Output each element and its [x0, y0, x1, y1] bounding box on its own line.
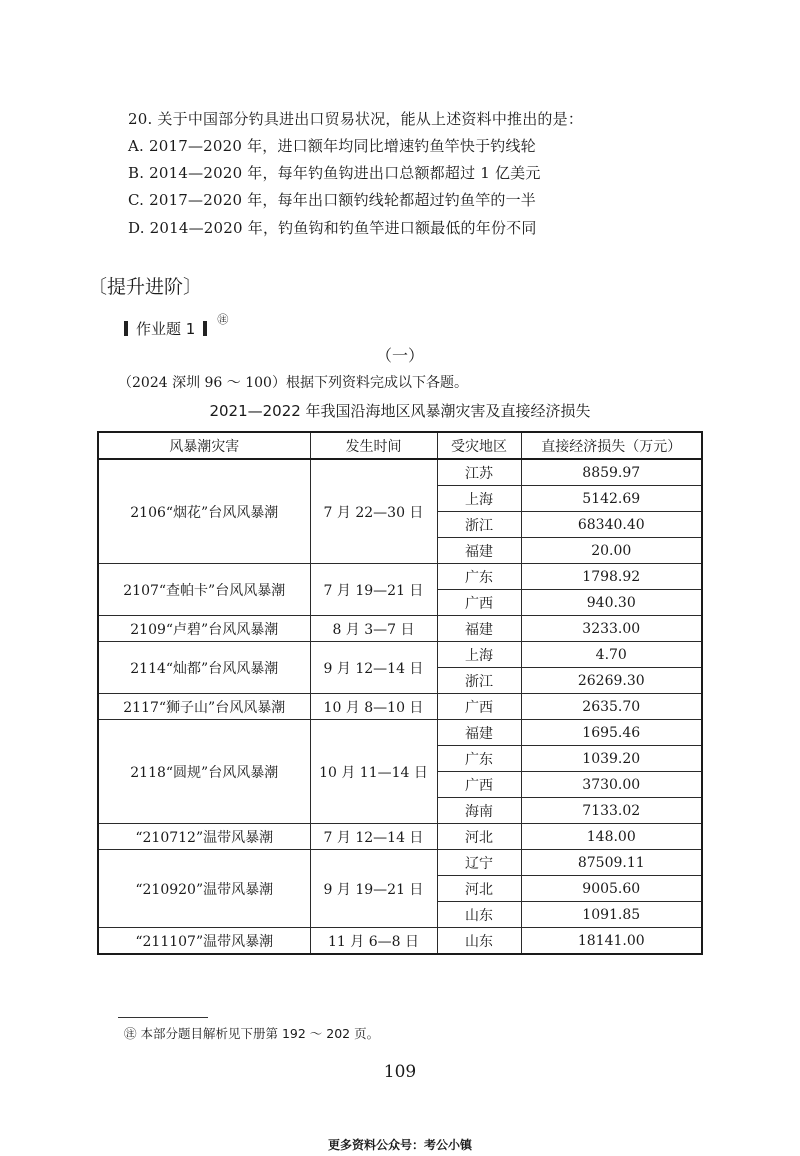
loss-cell: 2635.70 — [521, 694, 702, 720]
region-cell: 浙江 — [437, 668, 521, 694]
region-cell: 河北 — [437, 876, 521, 902]
option-b[interactable]: B. 2014—2020 年，每年钓鱼钩进出口总额都超过 1 亿美元 — [128, 164, 541, 182]
loss-cell: 26269.30 — [521, 668, 702, 694]
header-region: 受灾地区 — [437, 432, 521, 459]
region-cell: 江苏 — [437, 459, 521, 486]
page-number: 109 — [383, 1062, 417, 1082]
table-row — [98, 720, 702, 746]
bottom-note: 更多资料公众号：考公小镇 — [327, 1138, 472, 1152]
region-cell: 福建 — [437, 616, 521, 642]
loss-cell: 3233.00 — [521, 616, 702, 642]
region-cell: 山东 — [437, 928, 521, 955]
bar-left-icon — [124, 321, 128, 336]
disaster-cell: 2117“狮子山”台风风暴潮 — [98, 694, 310, 720]
table-caption: 2021—2022 年我国沿海地区风暴潮灾害及直接经济损失 — [209, 402, 591, 420]
region-cell: 辽宁 — [437, 850, 521, 876]
region-cell: 海南 — [437, 798, 521, 824]
loss-cell: 87509.11 — [521, 850, 702, 876]
region-cell: 广西 — [437, 590, 521, 616]
option-d[interactable]: D. 2014—2020 年，钓鱼钩和钓鱼竿进口额最低的年份不同 — [128, 219, 537, 237]
subheading: （一） — [375, 346, 424, 365]
note-mark-icon: ㊟ — [217, 312, 229, 326]
intro-text: （2024 深圳 96 ～ 100）根据下列资料完成以下各题。 — [118, 375, 468, 391]
table-row — [98, 616, 702, 642]
region-cell: 广西 — [437, 772, 521, 798]
table-row — [98, 824, 702, 850]
footnote-divider — [118, 1017, 208, 1018]
region-cell: 上海 — [437, 486, 521, 512]
table-row — [98, 564, 702, 590]
table-row — [98, 694, 702, 720]
disaster-cell: 2107“查帕卡”台风风暴潮 — [98, 564, 310, 616]
table-row — [98, 928, 702, 955]
option-a[interactable]: A. 2017—2020 年，进口额年均同比增速钓鱼竿快于钓线轮 — [128, 137, 536, 155]
time-cell: 7 月 19—21 日 — [310, 564, 437, 616]
loss-cell: 7133.02 — [521, 798, 702, 824]
table-row — [98, 642, 702, 668]
disaster-cell: “210712”温带风暴潮 — [98, 824, 310, 850]
table-body — [98, 459, 702, 954]
header-time: 发生时间 — [310, 432, 437, 459]
bar-right-icon — [203, 321, 207, 336]
time-cell: 7 月 12—14 日 — [310, 824, 437, 850]
section-title: 〔提升进阶〕 — [88, 276, 203, 298]
region-cell: 浙江 — [437, 512, 521, 538]
time-cell: 10 月 8—10 日 — [310, 694, 437, 720]
loss-cell: 8859.97 — [521, 459, 702, 486]
region-cell: 福建 — [437, 720, 521, 746]
table-row — [98, 850, 702, 876]
region-cell: 广西 — [437, 694, 521, 720]
storm-surge-table — [97, 431, 703, 955]
time-cell: 9 月 19—21 日 — [310, 850, 437, 928]
loss-cell: 1798.92 — [521, 564, 702, 590]
time-cell: 8 月 3—7 日 — [310, 616, 437, 642]
region-cell: 山东 — [437, 902, 521, 928]
disaster-cell: “211107”温带风暴潮 — [98, 928, 310, 955]
region-cell: 广东 — [437, 746, 521, 772]
region-cell: 广东 — [437, 564, 521, 590]
region-cell: 上海 — [437, 642, 521, 668]
loss-cell: 940.30 — [521, 590, 702, 616]
loss-cell: 5142.69 — [521, 486, 702, 512]
header-disaster: 风暴潮灾害 — [98, 432, 310, 459]
loss-cell: 4.70 — [521, 642, 702, 668]
disaster-cell: 2106“烟花”台风风暴潮 — [98, 459, 310, 564]
loss-cell: 1091.85 — [521, 902, 702, 928]
loss-cell: 68340.40 — [521, 512, 702, 538]
time-cell: 11 月 6—8 日 — [310, 928, 437, 955]
region-cell: 福建 — [437, 538, 521, 564]
table-header-row — [98, 432, 702, 459]
loss-cell: 9005.60 — [521, 876, 702, 902]
table-row — [98, 459, 702, 486]
disaster-cell: “210920”温带风暴潮 — [98, 850, 310, 928]
disaster-cell: 2109“卢碧”台风风暴潮 — [98, 616, 310, 642]
homework-heading — [124, 312, 229, 339]
homework-label: 作业题 1 — [136, 320, 196, 338]
loss-cell: 1039.20 — [521, 746, 702, 772]
disaster-cell: 2114“灿都”台风风暴潮 — [98, 642, 310, 694]
time-cell: 10 月 11—14 日 — [310, 720, 437, 824]
disaster-cell: 2118“圆规”台风风暴潮 — [98, 720, 310, 824]
loss-cell: 3730.00 — [521, 772, 702, 798]
time-cell: 7 月 22—30 日 — [310, 459, 437, 564]
loss-cell: 148.00 — [521, 824, 702, 850]
time-cell: 9 月 12—14 日 — [310, 642, 437, 694]
loss-cell: 18141.00 — [521, 928, 702, 955]
footnote: ㊟ 本部分题目解析见下册第 192 ～ 202 页。 — [124, 1026, 380, 1041]
header-loss: 直接经济损失（万元） — [521, 432, 702, 459]
loss-cell: 1695.46 — [521, 720, 702, 746]
option-c[interactable]: C. 2017—2020 年，每年出口额钓线轮都超过钓鱼竿的一半 — [128, 191, 536, 209]
question-stem: 20. 关于中国部分钓具进出口贸易状况，能从上述资料中推出的是： — [128, 110, 584, 128]
loss-cell: 20.00 — [521, 538, 702, 564]
region-cell: 河北 — [437, 824, 521, 850]
